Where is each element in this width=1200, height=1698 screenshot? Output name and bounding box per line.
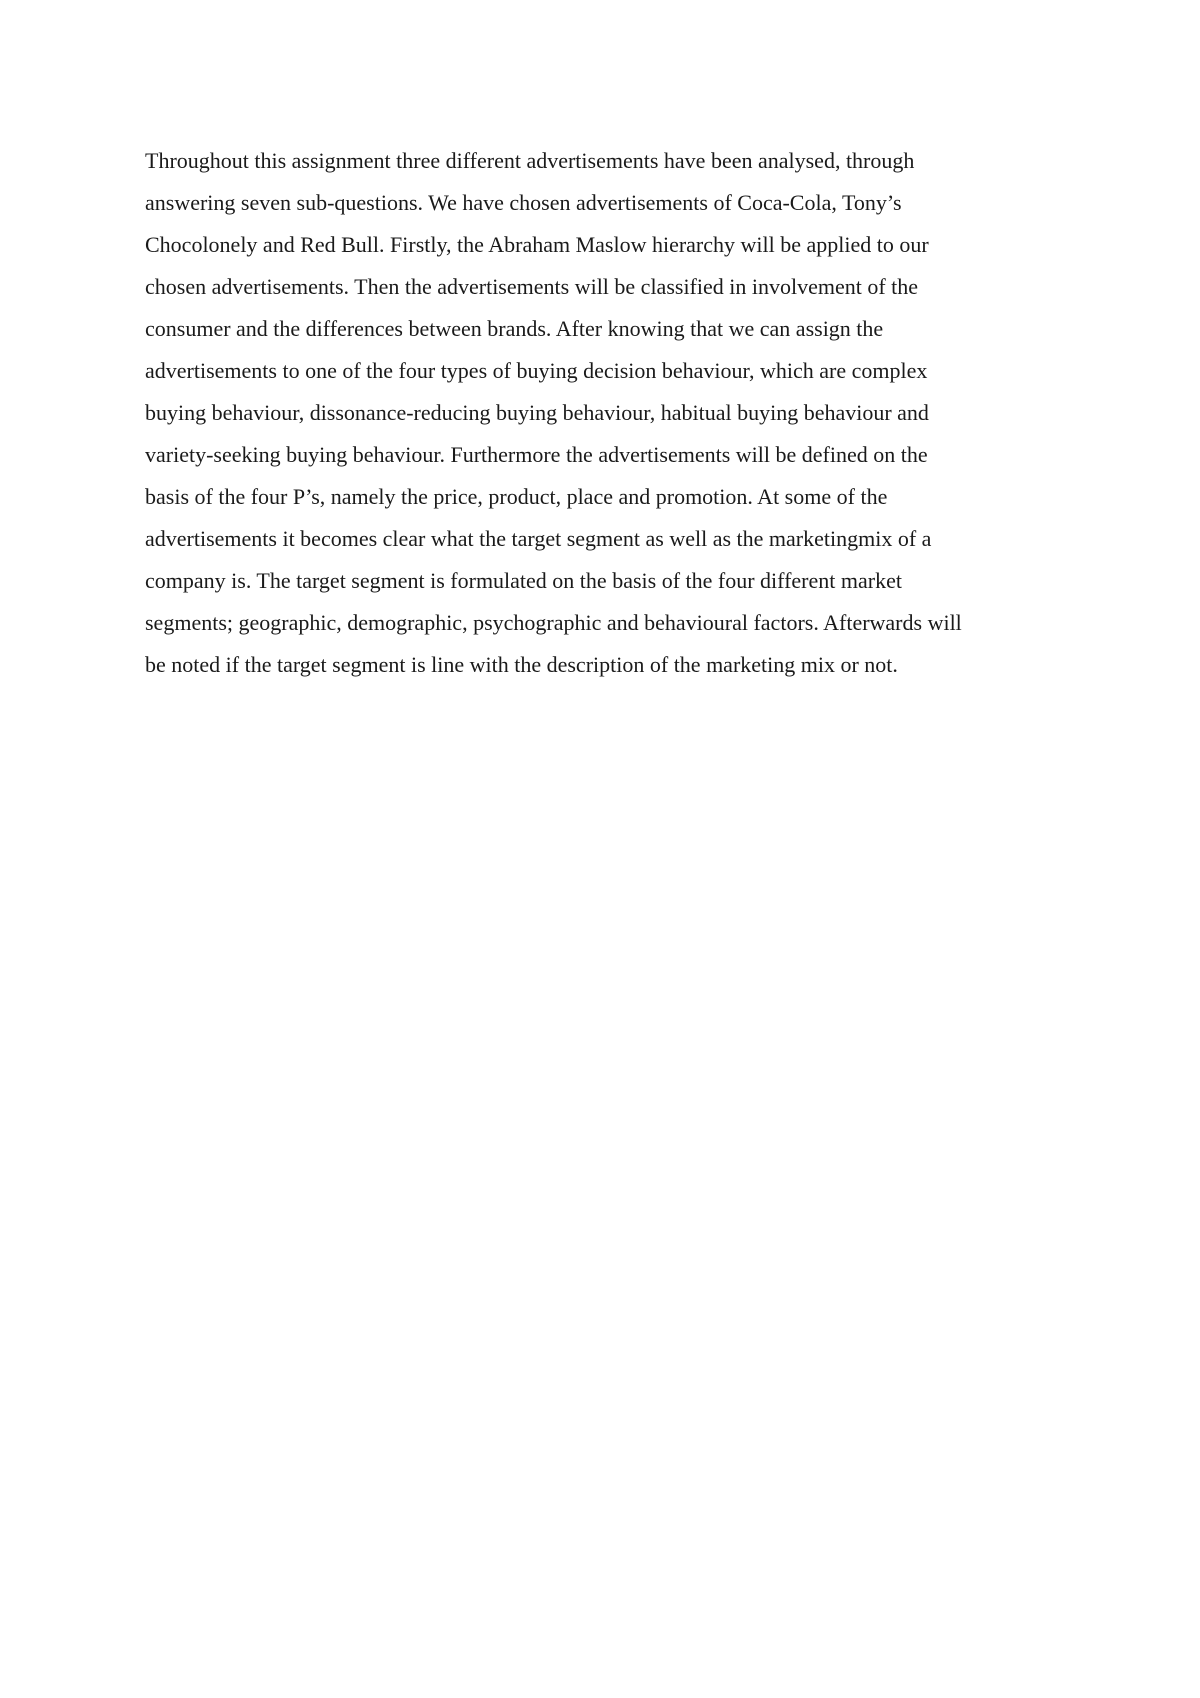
paragraph-line: Chocolonely and Red Bull. Firstly, the Abraham Maslow hierarchy will be applied to our xyxy=(145,232,929,257)
body-paragraph xyxy=(145,140,1065,686)
paragraph-line: segments; geographic, demographic, psychographic and behavioural factors. Afterwards will xyxy=(145,610,962,635)
paragraph-line: Throughout this assignment three different advertisements have been analysed, through xyxy=(145,148,915,173)
paragraph-line: answering seven sub-questions. We have chosen advertisements of Coca-Cola, Tony’s xyxy=(145,190,902,215)
paragraph-line: be noted if the target segment is line with the description of the marketing mix or not. xyxy=(145,652,898,677)
paragraph-line: variety-seeking buying behaviour. Furthermore the advertisements will be defined on the xyxy=(145,442,928,467)
paragraph-line: basis of the four P’s, namely the price, product, place and promotion. At some of the xyxy=(145,484,888,509)
paragraph-line: company is. The target segment is formulated on the basis of the four different market xyxy=(145,568,902,593)
paragraph-line: consumer and the differences between brands. After knowing that we can assign the xyxy=(145,316,884,341)
paragraph-line: chosen advertisements. Then the advertisements will be classified in involvement of the xyxy=(145,274,919,299)
paragraph-line: buying behaviour, dissonance-reducing buying behaviour, habitual buying behaviour and xyxy=(145,400,929,425)
paragraph-line: advertisements it becomes clear what the target segment as well as the marketingmix of a xyxy=(145,526,932,551)
paragraph-line: advertisements to one of the four types of buying decision behaviour, which are complex xyxy=(145,358,928,383)
